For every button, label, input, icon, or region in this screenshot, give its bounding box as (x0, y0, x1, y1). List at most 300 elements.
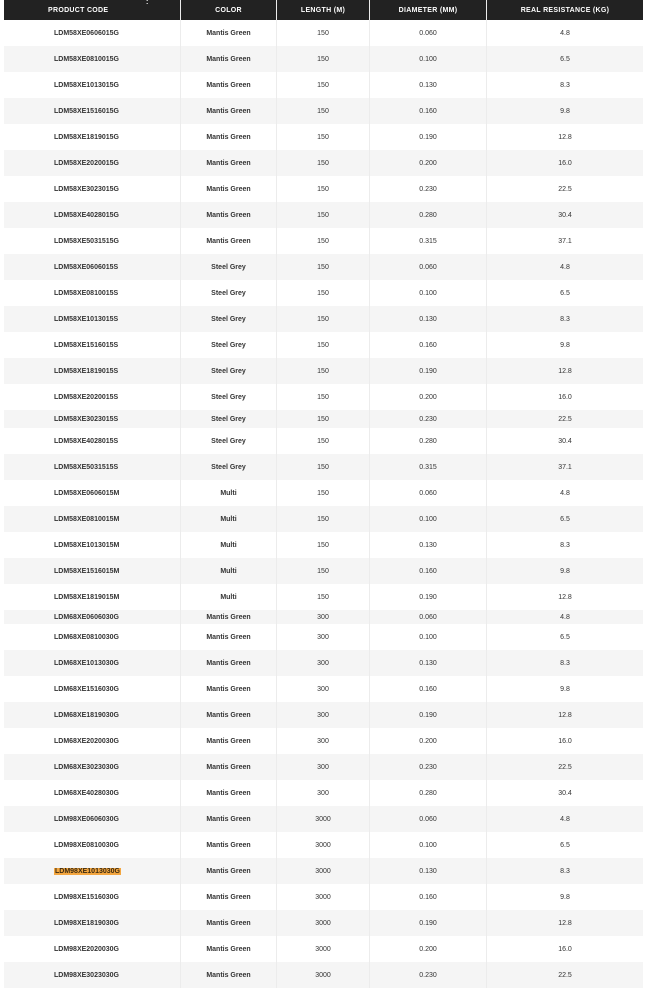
resistance-cell-text: 22.5 (558, 185, 572, 193)
resistance-cell-text: 4.8 (560, 613, 570, 621)
length-cell-text: 150 (317, 315, 329, 323)
color-cell-text: Steel Grey (211, 437, 246, 445)
color-cell-text: Multi (220, 489, 237, 497)
table-row (4, 558, 643, 584)
resistance-cell-text: 37.1 (558, 237, 572, 245)
diameter-cell (369, 358, 486, 384)
length-cell (276, 20, 369, 46)
resistance-cell-text: 8.3 (560, 659, 570, 667)
table-row (4, 46, 643, 72)
resistance-cell-text: 9.8 (560, 893, 570, 901)
resistance-cell-text: 9.8 (560, 567, 570, 575)
table-row (4, 584, 643, 610)
table-row (4, 280, 643, 306)
length-cell (276, 254, 369, 280)
diameter-cell (369, 254, 486, 280)
diameter-cell-text: 0.230 (419, 971, 437, 979)
diameter-cell (369, 332, 486, 358)
table-row (4, 832, 643, 858)
product-code-cell-text: LDM68XE1819030G (54, 711, 119, 719)
diameter-cell-text: 0.200 (419, 737, 437, 745)
diameter-cell (369, 306, 486, 332)
length-cell-text: 150 (317, 437, 329, 445)
diameter-cell-text: 0.230 (419, 185, 437, 193)
table-row (4, 884, 643, 910)
length-cell-text: 150 (317, 133, 329, 141)
resistance-cell (486, 150, 643, 176)
diameter-cell (369, 558, 486, 584)
product-code-cell (4, 306, 180, 332)
product-code-cell (4, 332, 180, 358)
resistance-cell (486, 98, 643, 124)
length-cell (276, 176, 369, 202)
resistance-cell-text: 16.0 (558, 737, 572, 745)
resistance-cell (486, 884, 643, 910)
resistance-cell (486, 702, 643, 728)
diameter-cell (369, 584, 486, 610)
color-cell-text: Mantis Green (206, 659, 251, 667)
length-cell (276, 610, 369, 624)
length-cell (276, 428, 369, 454)
diameter-cell-text: 0.200 (419, 945, 437, 953)
color-cell (180, 228, 276, 254)
diameter-cell (369, 624, 486, 650)
color-cell-text: Mantis Green (206, 211, 251, 219)
length-cell-text: 300 (317, 789, 329, 797)
length-cell (276, 280, 369, 306)
color-cell-text: Mantis Green (206, 893, 251, 901)
length-cell (276, 480, 369, 506)
color-cell-text: Mantis Green (206, 815, 251, 823)
product-code-cell (4, 254, 180, 280)
product-code-cell-text: LDM58XE2020015S (54, 393, 119, 401)
diameter-cell-text: 0.100 (419, 515, 437, 523)
color-cell (180, 936, 276, 962)
color-cell-text: Mantis Green (206, 971, 251, 979)
length-cell-text: 300 (317, 737, 329, 745)
length-cell (276, 858, 369, 884)
diameter-cell-text: 0.315 (419, 237, 437, 245)
product-code-cell-text: LDM68XE0810030G (54, 633, 119, 641)
color-cell-text: Steel Grey (211, 289, 246, 297)
length-cell-text: 150 (317, 211, 329, 219)
length-cell-text: 300 (317, 613, 329, 621)
product-code-cell-text: LDM58XE4028015G (54, 211, 119, 219)
resistance-cell (486, 228, 643, 254)
length-cell (276, 884, 369, 910)
table-row (4, 228, 643, 254)
table-row (4, 332, 643, 358)
header-diameter: DIAMETER (MM) (369, 0, 486, 20)
length-cell (276, 358, 369, 384)
color-cell-text: Steel Grey (211, 315, 246, 323)
resistance-cell-text: 16.0 (558, 159, 572, 167)
header-length: LENGTH (M) (276, 0, 369, 20)
product-code-cell (4, 98, 180, 124)
product-code-cell-text: LDM58XE5031515G (54, 237, 119, 245)
diameter-cell-text: 0.130 (419, 81, 437, 89)
resistance-cell (486, 650, 643, 676)
resistance-cell-text: 6.5 (560, 289, 570, 297)
diameter-cell-text: 0.160 (419, 107, 437, 115)
color-cell (180, 480, 276, 506)
diameter-cell (369, 72, 486, 98)
table-row (4, 962, 643, 988)
table-row (4, 254, 643, 280)
color-cell (180, 72, 276, 98)
diameter-cell-text: 0.100 (419, 841, 437, 849)
diameter-cell-text: 0.280 (419, 789, 437, 797)
table-row (4, 858, 643, 884)
diameter-cell (369, 480, 486, 506)
resistance-cell-text: 8.3 (560, 315, 570, 323)
color-cell (180, 910, 276, 936)
length-cell (276, 306, 369, 332)
product-code-cell-text: LDM58XE0606015S (54, 263, 119, 271)
table-row (4, 358, 643, 384)
product-code-cell (4, 124, 180, 150)
table-row (4, 910, 643, 936)
diameter-cell-text: 0.060 (419, 815, 437, 823)
length-cell-text: 150 (317, 393, 329, 401)
header-colon: : (146, 0, 149, 6)
length-cell-text: 3000 (315, 971, 331, 979)
length-cell (276, 754, 369, 780)
table-row (4, 98, 643, 124)
product-code-cell (4, 46, 180, 72)
product-code-cell (4, 728, 180, 754)
resistance-cell (486, 676, 643, 702)
resistance-cell-text: 9.8 (560, 685, 570, 693)
resistance-cell (486, 728, 643, 754)
table-row (4, 384, 643, 410)
length-cell (276, 832, 369, 858)
resistance-cell (486, 384, 643, 410)
table-row (4, 410, 643, 428)
diameter-cell-text: 0.200 (419, 393, 437, 401)
diameter-cell-text: 0.160 (419, 341, 437, 349)
product-code-cell-text: LDM58XE4028015S (54, 437, 119, 445)
table-row (4, 480, 643, 506)
product-code-cell (4, 858, 180, 884)
product-code-cell (4, 884, 180, 910)
diameter-cell (369, 98, 486, 124)
resistance-cell-text: 9.8 (560, 341, 570, 349)
diameter-cell (369, 228, 486, 254)
resistance-cell-text: 30.4 (558, 789, 572, 797)
color-cell (180, 98, 276, 124)
color-cell-text: Mantis Green (206, 789, 251, 797)
color-cell-text: Steel Grey (211, 341, 246, 349)
length-cell (276, 780, 369, 806)
length-cell-text: 150 (317, 263, 329, 271)
product-code-cell-text: LDM58XE2020015G (54, 159, 119, 167)
resistance-cell (486, 558, 643, 584)
diameter-cell (369, 506, 486, 532)
product-code-cell-text: LDM68XE1013030G (54, 659, 119, 667)
table-row (4, 610, 643, 624)
resistance-cell-text: 30.4 (558, 211, 572, 219)
length-cell (276, 384, 369, 410)
resistance-cell (486, 202, 643, 228)
table-row (4, 806, 643, 832)
diameter-cell (369, 936, 486, 962)
product-code-cell (4, 176, 180, 202)
length-cell-text: 300 (317, 711, 329, 719)
diameter-cell (369, 124, 486, 150)
length-cell-text: 150 (317, 107, 329, 115)
resistance-cell (486, 962, 643, 988)
resistance-cell-text: 9.8 (560, 107, 570, 115)
diameter-cell (369, 410, 486, 428)
product-code-cell-text: LDM58XE0810015M (54, 515, 120, 523)
color-cell-text: Mantis Green (206, 29, 251, 37)
length-cell (276, 506, 369, 532)
color-cell (180, 962, 276, 988)
length-cell-text: 150 (317, 367, 329, 375)
diameter-cell-text: 0.230 (419, 415, 437, 423)
header-product-code-label: PRODUCT CODE (48, 6, 109, 14)
length-cell (276, 454, 369, 480)
length-cell (276, 650, 369, 676)
resistance-cell (486, 410, 643, 428)
color-cell-text: Steel Grey (211, 393, 246, 401)
product-code-cell-text: LDM58XE1013015S (54, 315, 119, 323)
color-cell (180, 884, 276, 910)
diameter-cell-text: 0.160 (419, 685, 437, 693)
color-cell-text: Mantis Green (206, 159, 251, 167)
header-product-code (4, 0, 180, 20)
product-code-cell-text: LDM98XE1516030G (54, 893, 119, 901)
diameter-cell-text: 0.190 (419, 593, 437, 601)
color-cell-text: Multi (220, 567, 237, 575)
table-header (4, 0, 643, 20)
color-cell-text: Mantis Green (206, 763, 251, 771)
highlighted-product-code: LDM98XE1013030G (55, 867, 120, 875)
color-cell (180, 202, 276, 228)
diameter-cell (369, 202, 486, 228)
color-cell-text: Mantis Green (206, 237, 251, 245)
resistance-cell-text: 16.0 (558, 393, 572, 401)
diameter-cell (369, 384, 486, 410)
length-cell-text: 3000 (315, 919, 331, 927)
resistance-cell-text: 4.8 (560, 29, 570, 37)
resistance-cell-text: 8.3 (560, 541, 570, 549)
product-code-cell-text: LDM58XE1516015M (54, 567, 120, 575)
resistance-cell-text: 37.1 (558, 463, 572, 471)
color-cell (180, 124, 276, 150)
diameter-cell (369, 532, 486, 558)
diameter-cell (369, 962, 486, 988)
length-cell-text: 150 (317, 29, 329, 37)
diameter-cell-text: 0.280 (419, 437, 437, 445)
color-cell (180, 806, 276, 832)
color-cell-text: Mantis Green (206, 945, 251, 953)
color-cell (180, 280, 276, 306)
resistance-cell-text: 6.5 (560, 841, 570, 849)
diameter-cell (369, 454, 486, 480)
table-row (4, 202, 643, 228)
product-code-cell-text: LDM68XE3023030G (54, 763, 119, 771)
color-cell (180, 858, 276, 884)
length-cell-text: 150 (317, 185, 329, 193)
diameter-cell-text: 0.060 (419, 263, 437, 271)
product-code-cell (4, 480, 180, 506)
color-cell (180, 428, 276, 454)
color-cell (180, 20, 276, 46)
length-cell (276, 936, 369, 962)
table-row (4, 676, 643, 702)
length-cell-text: 150 (317, 289, 329, 297)
length-cell-text: 3000 (315, 841, 331, 849)
product-code-cell (4, 228, 180, 254)
product-code-cell-text: LDM58XE1013015M (54, 541, 120, 549)
color-cell (180, 454, 276, 480)
resistance-cell-text: 6.5 (560, 55, 570, 63)
color-cell-text: Mantis Green (206, 633, 251, 641)
product-code-cell (4, 936, 180, 962)
length-cell-text: 150 (317, 541, 329, 549)
product-code-cell (4, 806, 180, 832)
color-cell-text: Mantis Green (206, 711, 251, 719)
diameter-cell (369, 754, 486, 780)
product-code-cell-text: LDM98XE1819030G (54, 919, 119, 927)
resistance-cell-text: 12.8 (558, 367, 572, 375)
resistance-cell (486, 936, 643, 962)
length-cell-text: 3000 (315, 893, 331, 901)
product-code-cell (4, 610, 180, 624)
product-code-cell (4, 702, 180, 728)
table-row (4, 72, 643, 98)
color-cell (180, 306, 276, 332)
resistance-cell (486, 46, 643, 72)
table-row (4, 150, 643, 176)
color-cell (180, 558, 276, 584)
product-code-cell (4, 910, 180, 936)
table-row (4, 506, 643, 532)
resistance-cell-text: 4.8 (560, 263, 570, 271)
diameter-cell (369, 702, 486, 728)
color-cell (180, 410, 276, 428)
diameter-cell-text: 0.130 (419, 315, 437, 323)
color-cell-text: Mantis Green (206, 133, 251, 141)
product-code-cell-text: LDM58XE5031515S (54, 463, 119, 471)
diameter-cell-text: 0.280 (419, 211, 437, 219)
product-code-cell (4, 624, 180, 650)
product-code-cell (4, 428, 180, 454)
product-code-cell-text: LDM98XE3023030G (54, 971, 119, 979)
product-code-cell-text: LDM58XE1516015G (54, 107, 119, 115)
resistance-cell (486, 506, 643, 532)
color-cell-text: Mantis Green (206, 185, 251, 193)
diameter-cell-text: 0.230 (419, 763, 437, 771)
resistance-cell (486, 624, 643, 650)
diameter-cell-text: 0.190 (419, 367, 437, 375)
diameter-cell (369, 610, 486, 624)
product-code-cell (4, 358, 180, 384)
product-code-cell (4, 832, 180, 858)
color-cell-text: Mantis Green (206, 81, 251, 89)
diameter-cell (369, 150, 486, 176)
table-row (4, 532, 643, 558)
length-cell-text: 150 (317, 463, 329, 471)
color-cell (180, 358, 276, 384)
color-cell (180, 832, 276, 858)
resistance-cell (486, 454, 643, 480)
product-code-cell (4, 676, 180, 702)
diameter-cell-text: 0.200 (419, 159, 437, 167)
resistance-cell-text: 30.4 (558, 437, 572, 445)
resistance-cell (486, 280, 643, 306)
color-cell-text: Steel Grey (211, 463, 246, 471)
product-code-cell-text: LDM58XE1819015M (54, 593, 120, 601)
product-code-cell-text: LDM68XE4028030G (54, 789, 119, 797)
color-cell (180, 728, 276, 754)
diameter-cell (369, 20, 486, 46)
color-cell (180, 506, 276, 532)
product-code-cell-text: LDM98XE0606030G (54, 815, 119, 823)
color-cell-text: Mantis Green (206, 613, 251, 621)
length-cell (276, 124, 369, 150)
color-cell (180, 532, 276, 558)
product-code-cell-text: LDM58XE1819015G (54, 133, 119, 141)
length-cell (276, 72, 369, 98)
length-cell (276, 332, 369, 358)
product-code-cell (4, 410, 180, 428)
diameter-cell-text: 0.190 (419, 711, 437, 719)
product-code-cell-text: LDM68XE1516030G (54, 685, 119, 693)
product-code-cell-text: LDM98XE2020030G (54, 945, 119, 953)
product-code-cell-text: LDM58XE1516015S (54, 341, 119, 349)
resistance-cell-text: 22.5 (558, 763, 572, 771)
color-cell-text: Mantis Green (206, 867, 251, 875)
diameter-cell-text: 0.100 (419, 633, 437, 641)
table-row (4, 702, 643, 728)
length-cell (276, 98, 369, 124)
color-cell-text: Mantis Green (206, 737, 251, 745)
resistance-cell (486, 306, 643, 332)
diameter-cell-text: 0.060 (419, 613, 437, 621)
length-cell-text: 300 (317, 685, 329, 693)
product-code-cell-text: LDM58XE3023015G (54, 185, 119, 193)
length-cell-text: 150 (317, 489, 329, 497)
color-cell (180, 610, 276, 624)
length-cell-text: 300 (317, 633, 329, 641)
product-code-cell (4, 150, 180, 176)
diameter-cell-text: 0.160 (419, 893, 437, 901)
diameter-cell (369, 832, 486, 858)
table-row (4, 650, 643, 676)
resistance-cell-text: 4.8 (560, 489, 570, 497)
product-code-cell-text: LDM58XE0810015S (54, 289, 119, 297)
length-cell-text: 150 (317, 415, 329, 423)
product-code-cell-text: LDM68XE2020030G (54, 737, 119, 745)
color-cell (180, 46, 276, 72)
table-row (4, 728, 643, 754)
diameter-cell-text: 0.130 (419, 541, 437, 549)
length-cell-text: 3000 (315, 945, 331, 953)
color-cell (180, 754, 276, 780)
resistance-cell (486, 176, 643, 202)
diameter-cell-text: 0.100 (419, 289, 437, 297)
length-cell-text: 150 (317, 159, 329, 167)
product-code-cell (4, 584, 180, 610)
diameter-cell (369, 806, 486, 832)
product-code-cell-text: LDM58XE1013015G (54, 81, 119, 89)
length-cell (276, 806, 369, 832)
product-code-cell (4, 532, 180, 558)
color-cell (180, 176, 276, 202)
